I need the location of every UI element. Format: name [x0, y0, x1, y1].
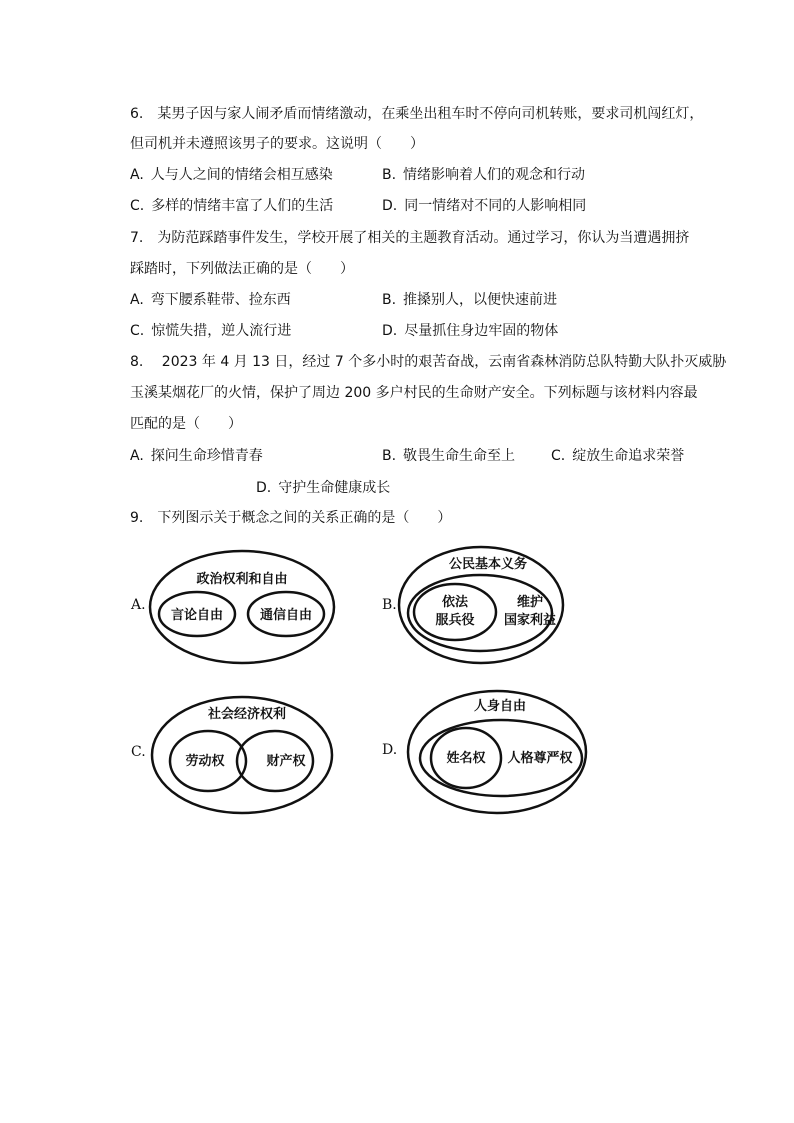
q9-diagram-d-label: D.	[382, 742, 398, 758]
q8-stem-line3: 匹配的是（ ）	[130, 416, 242, 432]
q7-option-b: B. 推搡别人，以便快速前进	[382, 292, 558, 308]
q8-option-c: C. 绽放生命追求荣誉	[551, 448, 685, 464]
q9-b-inner-ellipse	[414, 584, 496, 640]
q9-diagram-a	[150, 551, 334, 663]
q8-stem-line2: 玉溪某烟花厂的火情，保护了周边 200 多户村民的生命财产安全。下列标题与该材料内容最	[130, 385, 698, 401]
q9-a-right-text: 通信自由	[259, 608, 313, 623]
q7-option-d: D. 尽量抓住身边牢固的物体	[382, 323, 559, 339]
q7-option-c: C. 惊慌失措，逆人流行进	[130, 323, 292, 339]
q9-c-outer-text: 社会经济权利	[207, 707, 287, 722]
q6-option-a: A. 人与人之间的情绪会相互感染	[130, 167, 333, 183]
q6-option-c: C. 多样的情绪丰富了人们的生活	[130, 198, 334, 214]
q9-diagram-b-label: B.	[382, 597, 397, 613]
q7-stem-line2: 踩踏时，下列做法正确的是（ ）	[130, 261, 354, 277]
q9-d-left-text: 姓名权	[446, 751, 486, 766]
q8-option-d: D. 守护生命健康成长	[256, 480, 391, 496]
q9-b-outer-text: 公民基本义务	[448, 557, 528, 572]
q6-stem-line1: 6. 某男子因与家人闹矛盾而情绪激动，在乘坐出租车时不停向司机转账，要求司机闯红灯，	[130, 106, 704, 122]
q6-stem-line2: 但司机并未遵照该男子的要求。这说明（ ）	[130, 136, 424, 152]
q8-stem-line1: 8. 2023 年 4 月 13 日，经过 7 个多小时的艰苦奋战，云南省森林消防总队特勤大队扑灭威胁	[130, 354, 727, 370]
q6-option-d: D. 同一情绪对不同的人影响相同	[382, 198, 587, 214]
q9-a-outer-text: 政治权利和自由	[196, 572, 288, 587]
q9-diagram-c-label: C.	[131, 744, 146, 760]
q9-b-left-text-1: 依法	[441, 595, 469, 610]
q9-d-outer-text: 人身自由	[473, 699, 527, 714]
q9-c-right-text: 财产权	[266, 754, 306, 769]
q9-a-outer-ellipse	[150, 551, 334, 663]
q8-option-b: B. 敬畏生命生命至上	[382, 448, 516, 464]
q9-stem: 9. 下列图示关于概念之间的关系正确的是（ ）	[130, 510, 452, 526]
q9-d-right-text: 人格尊严权	[507, 751, 573, 766]
q9-b-right-text-1: 维护	[516, 595, 544, 610]
q9-b-left-text-2: 服兵役	[435, 613, 475, 628]
q9-c-left-text: 劳动权	[185, 754, 225, 769]
q7-stem-line1: 7. 为防范踩踏事件发生，学校开展了相关的主题教育活动。通过学习，你认为当遭遇拥挤	[130, 230, 690, 246]
q9-diagram-b	[399, 547, 563, 663]
q9-a-left-text: 言论自由	[170, 608, 224, 623]
q9-diagram-a-label: A.	[131, 597, 146, 613]
q6-option-b: B. 情绪影响着人们的观念和行动	[382, 167, 586, 183]
q9-diagram-d	[408, 691, 586, 813]
q9-diagram-c	[152, 697, 332, 813]
q7-option-a: A. 弯下腰系鞋带、捡东西	[130, 292, 291, 308]
q9-b-right-text-2: 国家利益	[503, 613, 557, 628]
q8-option-a: A. 探问生命珍惜青春	[130, 448, 263, 464]
